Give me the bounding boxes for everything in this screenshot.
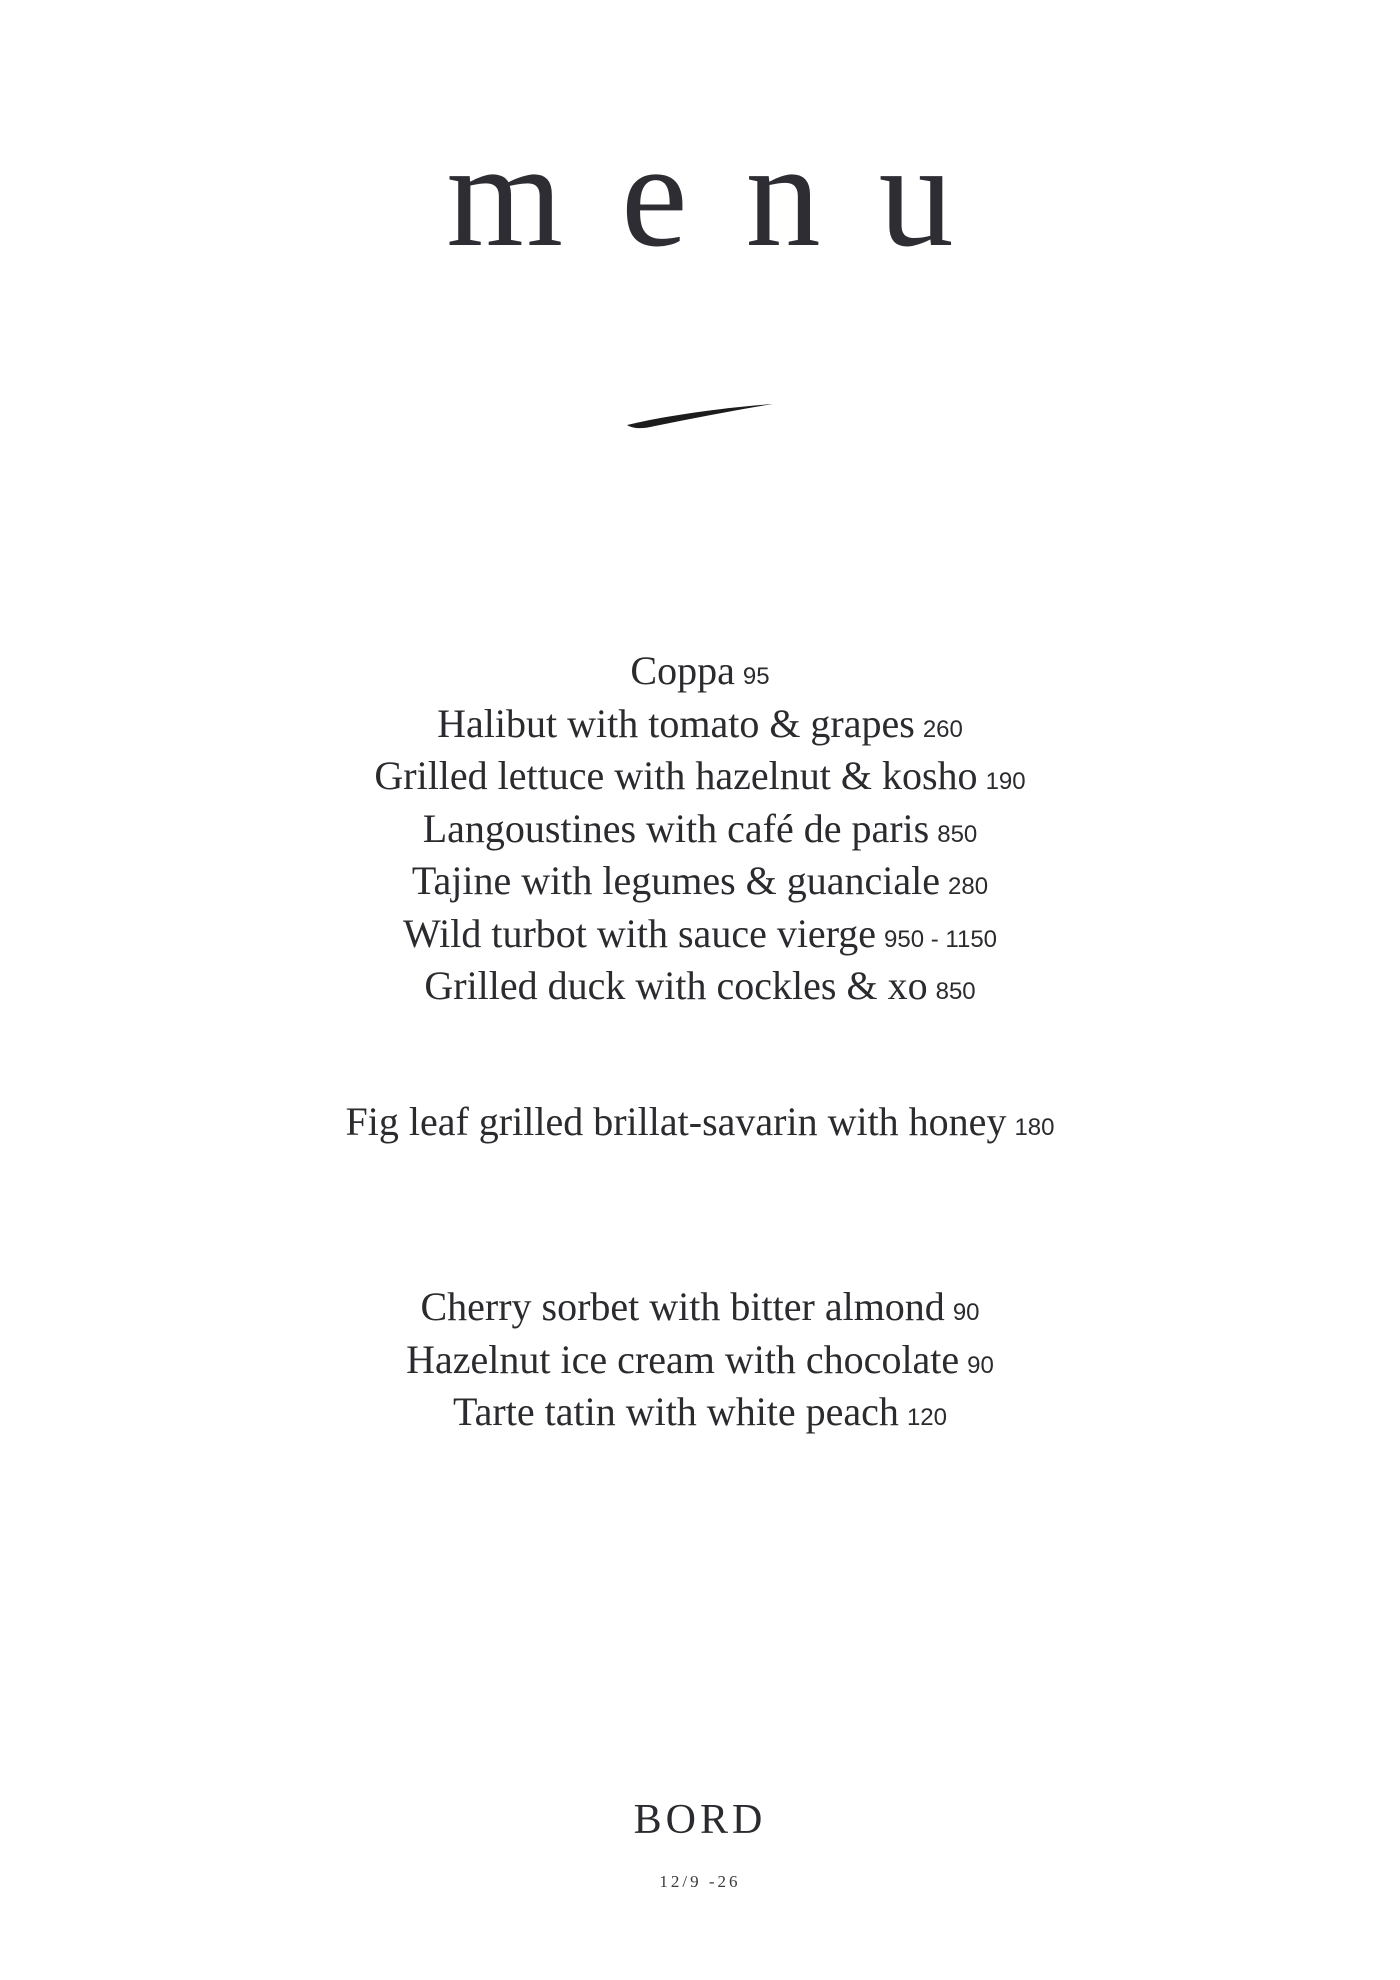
menu-date: 12/9 -26	[659, 1872, 741, 1891]
menu-item-name: Tajine with legumes & guanciale	[411, 858, 941, 903]
menu-item-price: 180	[1014, 1114, 1055, 1141]
mains-section	[0, 648, 1400, 1016]
menu-item-price: 280	[948, 873, 989, 900]
menu-item-price: 190	[985, 768, 1026, 795]
desserts-section	[0, 1284, 1400, 1442]
cheese-section	[0, 1099, 1400, 1152]
menu-item-name: Hazelnut ice cream with chocolate	[406, 1336, 960, 1382]
menu-item	[0, 1284, 1400, 1337]
menu-item	[0, 806, 1400, 859]
menu-title: menu	[446, 112, 1012, 278]
menu-item-price: 90	[952, 1299, 980, 1326]
menu-item-price: 850	[937, 820, 978, 848]
menu-item-name: Fig leaf grilled brillat-savarin with honey	[345, 1099, 1007, 1144]
menu-item	[0, 1389, 1400, 1442]
menu-item	[0, 911, 1400, 964]
menu-item-price: 850	[935, 978, 976, 1005]
menu-item-name: Langoustines with café de paris	[422, 805, 930, 851]
menu-item-name: Coppa	[630, 648, 735, 693]
menu-item	[0, 753, 1400, 806]
menu-item-price: 260	[922, 715, 963, 743]
menu-item-price: 90	[967, 1351, 994, 1379]
brush-stroke-divider	[625, 398, 775, 432]
menu-item-name: Grilled lettuce with hazelnut & kosho	[374, 753, 978, 798]
restaurant-name: BORD	[633, 1797, 767, 1843]
menu-item-name: Tarte tatin with white peach	[453, 1389, 899, 1434]
menu-item	[0, 1337, 1400, 1390]
menu-item-price: 950 - 1150	[884, 925, 998, 953]
menu-item	[0, 648, 1400, 701]
menu-item	[0, 1099, 1400, 1152]
menu-item	[0, 858, 1400, 911]
menu-item	[0, 701, 1400, 754]
menu-item-price: 120	[906, 1404, 947, 1431]
menu-item-name: Wild turbot with sauce vierge	[402, 910, 877, 956]
menu-item	[0, 963, 1400, 1016]
menu-item-price: 95	[742, 663, 770, 690]
menu-item-name: Cherry sorbet with bitter almond	[420, 1284, 945, 1329]
menu-item-name: Grilled duck with cockles & xo	[424, 963, 928, 1008]
menu-item-name: Halibut with tomato & grapes	[437, 700, 915, 746]
